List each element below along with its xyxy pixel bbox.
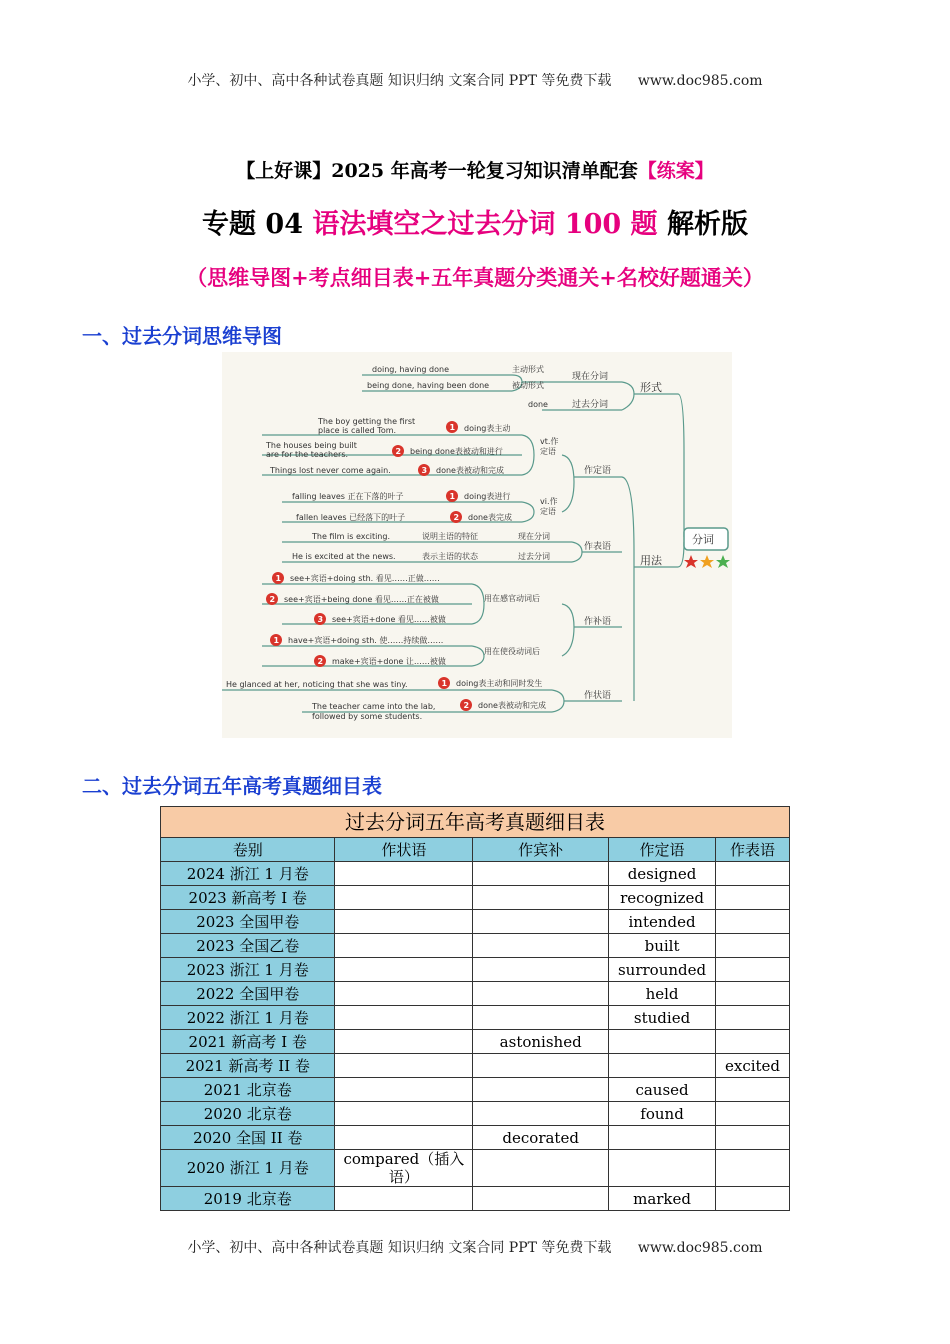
mm-pred-node: 作表语: [584, 542, 612, 552]
mm-form-done-example: done: [528, 400, 548, 409]
table-cell: [716, 1078, 790, 1102]
page-footer: [0, 1237, 950, 1257]
table-cell: [609, 1150, 716, 1187]
mm-pred-ex2: He is excited at the news.: [292, 552, 396, 561]
mm-adv-ex1: He glanced at her, noticing that she was tiny.: [226, 680, 408, 689]
table-cell: [335, 862, 473, 886]
mm-vi-ex2: fallen leaves 已经落下的叶子: [296, 513, 406, 522]
main-title-prefix: 专题 04: [202, 209, 313, 240]
table-cell: compared（插入语）: [335, 1150, 473, 1187]
series-title-main: 【上好课】2025 年高考一轮复习知识清单配套: [236, 160, 638, 182]
mm-num-text: 1: [449, 492, 456, 501]
table-row: [161, 958, 790, 982]
table-cell: [473, 862, 609, 886]
section-heading-table: 二、过去分词五年高考真题细目表: [82, 774, 382, 798]
mm-adv-ex2-l1: The teacher came into the lab,: [312, 702, 436, 711]
mm-vi-attr: vi.作定语: [540, 497, 558, 516]
table-cell: [335, 1102, 473, 1126]
table-row: [161, 1006, 790, 1030]
table-cell: [473, 958, 609, 982]
table-cell: [473, 1187, 609, 1211]
mm-form-passive-example: being done, having been done: [367, 381, 490, 390]
table-row: [161, 1030, 790, 1054]
exam-name-cell: 2022 浙江 1 月卷: [161, 1006, 335, 1030]
mm-num-text: 2: [317, 657, 324, 666]
exam-name-cell: 2020 浙江 1 月卷: [161, 1150, 335, 1187]
mm-form-active-example: doing, having done: [372, 365, 450, 374]
exam-name-cell: 2023 浙江 1 月卷: [161, 958, 335, 982]
mm-root-label: 分词: [692, 533, 714, 546]
mm-attr-tag2: being done表被动和进行: [410, 447, 503, 456]
mm-num-text: 3: [317, 615, 324, 624]
table-row: [161, 1054, 790, 1078]
mm-comp-2: see+宾语+being done 看见……正在被做: [284, 595, 439, 604]
mm-form-active-tag: 主动形式: [512, 365, 544, 374]
mm-comp-3: see+宾语+done 看见……被做: [332, 615, 446, 624]
table-cell: decorated: [473, 1126, 609, 1150]
table-header-row: [161, 838, 790, 862]
mm-comp-4: have+宾语+doing sth. 使……持续做……: [288, 636, 444, 645]
table-cell: [473, 1054, 609, 1078]
mind-map-figure: [222, 352, 732, 738]
table-cell: [335, 934, 473, 958]
mm-num-text: 2: [395, 447, 402, 456]
exam-breakdown-table: [160, 806, 790, 1211]
table-cell: surrounded: [609, 958, 716, 982]
table-cell: [716, 1187, 790, 1211]
table-cell: [335, 958, 473, 982]
table-row: [161, 1187, 790, 1211]
mm-pred-kind2: 过去分词: [518, 552, 550, 561]
table-cell: [716, 1126, 790, 1150]
table-cell: designed: [609, 862, 716, 886]
mm-num-text: 1: [441, 679, 448, 688]
table-row: [161, 1078, 790, 1102]
table-cell: [609, 1030, 716, 1054]
table-cell: [716, 862, 790, 886]
footer-url[interactable]: www.doc985.com: [637, 1240, 763, 1256]
mm-num-text: 1: [275, 574, 282, 583]
table-cell: [473, 910, 609, 934]
star-icon: [716, 555, 730, 568]
table-cell: [335, 1054, 473, 1078]
table-cell: [335, 1006, 473, 1030]
exam-name-cell: 2024 浙江 1 月卷: [161, 862, 335, 886]
table-row: [161, 910, 790, 934]
table-cell: [716, 1006, 790, 1030]
col-header: 卷别: [161, 838, 335, 862]
table-cell: [716, 910, 790, 934]
mm-comp-tag2: 用在使役动词后: [484, 647, 540, 656]
table-cell: [335, 1030, 473, 1054]
mm-adv-tag2: done表被动和完成: [478, 701, 546, 710]
doc-series-title: [0, 156, 950, 183]
table-cell: [473, 1102, 609, 1126]
table-cell: studied: [609, 1006, 716, 1030]
mm-attr-tag3: done表被动和完成: [436, 466, 504, 475]
table-cell: [609, 1054, 716, 1078]
header-text: 小学、初中、高中各种试卷真题 知识归纳 文案合同 PPT 等免费下载: [187, 73, 612, 89]
col-header: 作状语: [335, 838, 473, 862]
table-cell: [335, 1187, 473, 1211]
mm-num-text: 2: [453, 513, 460, 522]
table-cell: [473, 934, 609, 958]
main-title-topic: 语法填空之过去分词 100 题: [312, 209, 658, 240]
exam-name-cell: 2021 新高考 II 卷: [161, 1054, 335, 1078]
table-cell: held: [609, 982, 716, 1006]
exam-name-cell: 2023 全国甲卷: [161, 910, 335, 934]
mm-num-text: 2: [463, 701, 470, 710]
mm-pred-ex1: The film is exciting.: [312, 532, 390, 541]
mm-form-passive-tag: 被动形式: [512, 381, 544, 390]
mm-num-text: 1: [449, 423, 456, 432]
mm-attr-ex1-l1: The boy getting the first: [318, 417, 416, 426]
table-cell: astonished: [473, 1030, 609, 1054]
exam-name-cell: 2019 北京卷: [161, 1187, 335, 1211]
star-icon: [684, 555, 698, 568]
mm-num-text: 2: [269, 595, 276, 604]
table-cell: built: [609, 934, 716, 958]
mm-adv-ex2-l2: followed by some students.: [312, 712, 423, 721]
mm-attr-ex3: Things lost never come again.: [270, 466, 391, 475]
exam-name-cell: 2020 北京卷: [161, 1102, 335, 1126]
table-cell: [609, 1126, 716, 1150]
mm-attr-tag1: doing表主动: [464, 424, 511, 433]
table-row: [161, 1126, 790, 1150]
table-cell: [473, 1006, 609, 1030]
table-cell: [335, 1078, 473, 1102]
table-cell: [716, 958, 790, 982]
table-cell: [716, 1150, 790, 1187]
table-cell: [473, 982, 609, 1006]
table-cell: [335, 1126, 473, 1150]
mm-attr-node: 作定语: [584, 466, 612, 476]
mm-past-participle: 过去分词: [572, 400, 609, 410]
mm-vt-attr: vt.作定语: [540, 437, 559, 456]
table-row: [161, 934, 790, 958]
table-cell: [716, 1102, 790, 1126]
mm-vi-ex1: falling leaves 正在下落的叶子: [292, 492, 404, 501]
table-cell: [473, 1150, 609, 1187]
table-row: [161, 1150, 790, 1187]
table-cell: [473, 886, 609, 910]
exam-name-cell: 2021 北京卷: [161, 1078, 335, 1102]
mm-pred-tag2: 表示主语的状态: [422, 552, 478, 561]
table-cell: [335, 886, 473, 910]
mm-num-text: 3: [421, 466, 428, 475]
table-cell: intended: [609, 910, 716, 934]
mm-pred-tag1: 说明主语的特征: [422, 532, 478, 541]
table-row: [161, 886, 790, 910]
table-cell: [716, 886, 790, 910]
header-url[interactable]: www.doc985.com: [637, 73, 763, 89]
table-row: [161, 1102, 790, 1126]
section-heading-mindmap: 一、过去分词思维导图: [82, 324, 282, 348]
star-icon: [700, 555, 714, 568]
table-cell: [716, 1030, 790, 1054]
col-header: 作表语: [716, 838, 790, 862]
col-header: 作定语: [609, 838, 716, 862]
table-row: [161, 862, 790, 886]
table-cell: [716, 934, 790, 958]
exam-name-cell: 2023 全国乙卷: [161, 934, 335, 958]
table-cell: [335, 982, 473, 1006]
table-cell: [473, 1078, 609, 1102]
footer-text: 小学、初中、高中各种试卷真题 知识归纳 文案合同 PPT 等免费下载: [187, 1240, 612, 1256]
page-header: [0, 70, 950, 90]
doc-main-title: [0, 202, 950, 241]
table-cell: [335, 910, 473, 934]
mm-attr-ex2-l2: are for the teachers.: [266, 450, 349, 459]
table-row: [161, 982, 790, 1006]
col-header: 作宾补: [473, 838, 609, 862]
mm-comp-node: 作补语: [584, 617, 612, 627]
mm-usage-node: 用法: [640, 554, 662, 567]
exam-name-cell: 2022 全国甲卷: [161, 982, 335, 1006]
table-caption: 过去分词五年高考真题细目表: [161, 807, 790, 838]
doc-subtitle: （思维导图+考点细目表+五年真题分类通关+名校好题通关）: [186, 265, 764, 290]
mm-adv-tag1: doing表主动和同时发生: [456, 679, 543, 688]
table-cell: recognized: [609, 886, 716, 910]
table-cell: marked: [609, 1187, 716, 1211]
mind-map-svg: [222, 352, 732, 738]
mm-vi-tag2: done表完成: [468, 513, 512, 522]
mm-vi-tag1: doing表进行: [464, 492, 511, 501]
mm-attr-ex1-l2: place is called Tom.: [318, 426, 397, 435]
exam-name-cell: 2023 新高考 I 卷: [161, 886, 335, 910]
mm-present-participle: 现在分词: [572, 372, 609, 382]
exam-name-cell: 2021 新高考 I 卷: [161, 1030, 335, 1054]
mm-attr-ex2-l1: The houses being built: [266, 441, 357, 450]
mm-comp-1: see+宾语+doing sth. 看见……正做……: [290, 574, 440, 583]
mm-adv-node: 作状语: [584, 691, 612, 701]
series-title-tag: 【练案】: [637, 160, 714, 182]
main-title-suffix: 解析版: [657, 209, 748, 240]
mm-form-node: 形式: [640, 381, 662, 394]
table-cell: excited: [716, 1054, 790, 1078]
table-cell: [716, 982, 790, 1006]
mm-pred-kind1: 现在分词: [518, 532, 550, 541]
mm-comp-tag1: 用在感官动词后: [484, 594, 540, 603]
table-cell: found: [609, 1102, 716, 1126]
mm-comp-5: make+宾语+done 让……被做: [332, 657, 446, 666]
exam-name-cell: 2020 全国 II 卷: [161, 1126, 335, 1150]
mm-num-text: 1: [273, 636, 280, 645]
table-cell: caused: [609, 1078, 716, 1102]
